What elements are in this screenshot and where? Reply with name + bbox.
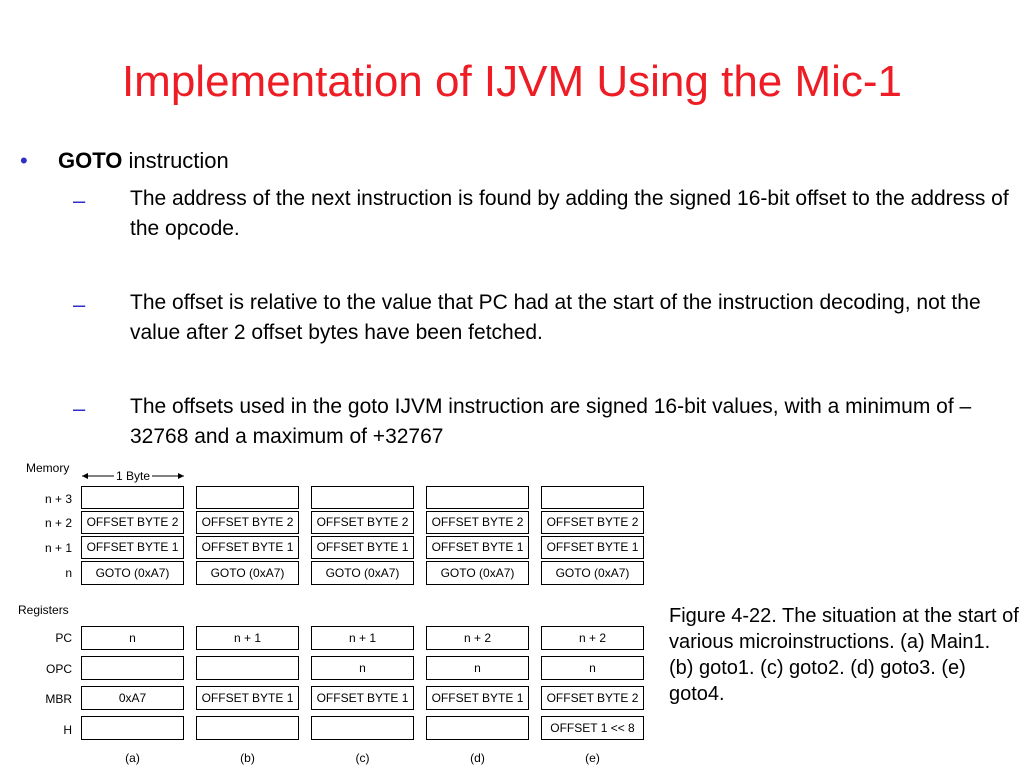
register-row-label: H — [63, 723, 72, 737]
register-cell — [196, 716, 299, 740]
memory-cell: OFFSET BYTE 2 — [311, 511, 414, 534]
register-cell: n — [81, 626, 184, 650]
memory-cell — [426, 486, 529, 509]
slide-title: Implementation of IJVM Using the Mic-1 — [121, 57, 903, 106]
memory-cell: OFFSET BYTE 2 — [81, 511, 184, 534]
memory-cell: OFFSET BYTE 2 — [196, 511, 299, 534]
register-row-label: MBR — [45, 692, 72, 706]
register-cell — [196, 656, 299, 680]
subpoint-3: The offsets used in the goto IJVM instruction are signed 16-bit values, with a minimum of –32768 and a maximum of +32767 — [130, 395, 972, 448]
column-label: (a) — [125, 751, 140, 765]
dash-marker: – — [73, 292, 86, 317]
register-cell — [81, 656, 184, 680]
register-row-label: OPC — [45, 662, 72, 676]
memory-row-label: n + 1 — [44, 541, 72, 555]
registers-label: Registers — [18, 603, 69, 617]
bullet-text — [58, 146, 229, 176]
memory-label: Memory — [26, 461, 70, 475]
register-row-label: PC — [55, 631, 72, 645]
register-cell: OFFSET BYTE 2 — [541, 686, 644, 710]
memory-cell — [311, 486, 414, 509]
column-label: (d) — [470, 751, 485, 765]
memory-cell — [541, 486, 644, 509]
memory-cell: OFFSET BYTE 1 — [196, 536, 299, 559]
column-label: (c) — [355, 751, 370, 765]
memory-cell: OFFSET BYTE 1 — [541, 536, 644, 559]
memory-cell: OFFSET BYTE 2 — [541, 511, 644, 534]
column-label: (e) — [585, 751, 600, 765]
memory-cell: OFFSET BYTE 2 — [426, 511, 529, 534]
memory-cell: GOTO (0xA7) — [311, 561, 414, 585]
register-cell — [311, 716, 414, 740]
memory-cell — [196, 486, 299, 509]
bullet-rest: instruction — [122, 148, 229, 173]
register-cell: OFFSET BYTE 1 — [311, 686, 414, 710]
memory-row-label: n + 3 — [44, 492, 72, 506]
bullet-bold: GOTO — [58, 148, 123, 173]
register-cell: OFFSET BYTE 1 — [196, 686, 299, 710]
memory-cell: OFFSET BYTE 1 — [426, 536, 529, 559]
register-cell: 0xA7 — [81, 686, 184, 710]
register-cell: n — [541, 656, 644, 680]
figure-caption: Figure 4-22. The situation at the start of various microinstructions. (a) Main1. (b) goto1. (c) goto2. (d) goto3. (e) goto4. — [669, 605, 1019, 705]
register-cell: n + 1 — [196, 626, 299, 650]
memory-row-label: n + 2 — [44, 516, 72, 530]
column-label: (b) — [240, 751, 255, 765]
subpoint-1: The address of the next instruction is found by adding the signed 16-bit offset to the address of the opcode. — [130, 187, 1009, 240]
dash-marker: – — [73, 396, 86, 421]
subpoint-2: The offset is relative to the value that PC had at the start of the instruction decoding, not the value after 2 offset bytes have been fetched. — [130, 291, 981, 344]
byte-label: 1 Byte — [115, 469, 151, 483]
memory-cell: GOTO (0xA7) — [81, 561, 184, 585]
register-cell: n — [311, 656, 414, 680]
register-cell: n + 2 — [426, 626, 529, 650]
register-cell — [81, 716, 184, 740]
register-cell: OFFSET BYTE 1 — [426, 686, 529, 710]
dash-marker: – — [73, 188, 86, 213]
register-cell: n + 2 — [541, 626, 644, 650]
memory-cell: GOTO (0xA7) — [196, 561, 299, 585]
bullet-marker: • — [20, 148, 28, 173]
memory-cell: OFFSET BYTE 1 — [81, 536, 184, 559]
register-cell: n — [426, 656, 529, 680]
register-cell: n + 1 — [311, 626, 414, 650]
memory-row-label: n — [65, 566, 72, 580]
memory-cell: OFFSET BYTE 1 — [311, 536, 414, 559]
memory-cell: GOTO (0xA7) — [541, 561, 644, 585]
register-cell — [426, 716, 529, 740]
register-cell: OFFSET 1 << 8 — [541, 716, 644, 740]
memory-cell: GOTO (0xA7) — [426, 561, 529, 585]
memory-cell — [81, 486, 184, 509]
